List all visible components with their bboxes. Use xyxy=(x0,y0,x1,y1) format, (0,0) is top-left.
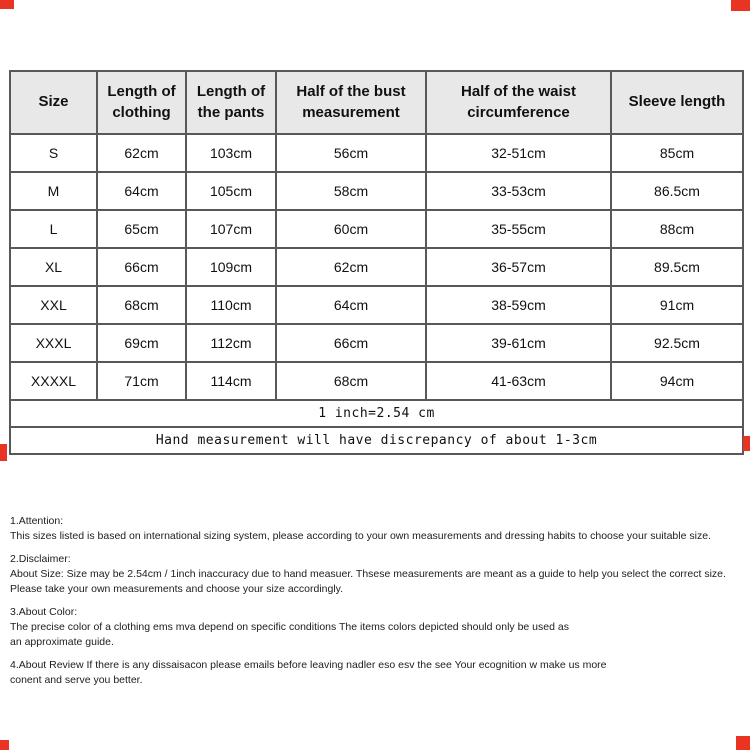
column-header-sleeve-length: Sleeve length xyxy=(611,71,743,134)
cell-size: XL xyxy=(10,248,97,286)
cell-clothing-length: 65cm xyxy=(97,210,186,248)
cell-clothing-length: 69cm xyxy=(97,324,186,362)
cell-size: XXXXL xyxy=(10,362,97,400)
cell-bust-half: 58cm xyxy=(276,172,426,210)
cell-pants-length: 107cm xyxy=(186,210,276,248)
note-text: conent and serve you better. xyxy=(10,674,143,686)
note-heading: 1.Attention: xyxy=(10,515,64,527)
cell-waist-half: 33-53cm xyxy=(426,172,611,210)
cell-sleeve-length: 88cm xyxy=(611,210,743,248)
table-row-s xyxy=(10,134,743,172)
column-header-size: Size xyxy=(10,71,97,134)
cell-sleeve-length: 91cm xyxy=(611,286,743,324)
cell-bust-half: 62cm xyxy=(276,248,426,286)
cell-bust-half: 64cm xyxy=(276,286,426,324)
note-text: The precise color of a clothing ems mva depend on specific conditions The items colors depicted should only be used as xyxy=(10,621,569,633)
column-header-clothing-length: Length of clothing xyxy=(97,71,186,134)
red-crop-mark-top-left xyxy=(0,0,14,9)
cell-size: XXL xyxy=(10,286,97,324)
cell-pants-length: 103cm xyxy=(186,134,276,172)
footnote-inch-conversion: 1 inch=2.54 cm xyxy=(10,400,743,427)
cell-bust-half: 68cm xyxy=(276,362,426,400)
notes-section xyxy=(10,514,746,696)
note-about-review xyxy=(10,658,746,688)
cell-clothing-length: 62cm xyxy=(97,134,186,172)
cell-pants-length: 110cm xyxy=(186,286,276,324)
cell-waist-half: 38-59cm xyxy=(426,286,611,324)
cell-size: L xyxy=(10,210,97,248)
cell-clothing-length: 71cm xyxy=(97,362,186,400)
cell-waist-half: 41-63cm xyxy=(426,362,611,400)
note-text: Please take your own measurements and choose your size accordingly. xyxy=(10,583,344,595)
footnote-hand-measurement: Hand measurement will have discrepancy of about 1-3cm xyxy=(10,427,743,454)
cell-clothing-length: 68cm xyxy=(97,286,186,324)
note-heading: 2.Disclaimer: xyxy=(10,553,71,565)
cell-clothing-length: 66cm xyxy=(97,248,186,286)
cell-sleeve-length: 86.5cm xyxy=(611,172,743,210)
note-about-color xyxy=(10,605,746,650)
cell-sleeve-length: 92.5cm xyxy=(611,324,743,362)
column-header-pants-length: Length of the pants xyxy=(186,71,276,134)
note-disclaimer xyxy=(10,552,746,597)
table-row-m xyxy=(10,172,743,210)
cell-pants-length: 109cm xyxy=(186,248,276,286)
cell-pants-length: 114cm xyxy=(186,362,276,400)
note-attention xyxy=(10,514,746,544)
cell-bust-half: 66cm xyxy=(276,324,426,362)
column-header-bust-half: Half of the bust measurement xyxy=(276,71,426,134)
size-chart-table xyxy=(9,70,744,455)
cell-waist-half: 35-55cm xyxy=(426,210,611,248)
cell-size: S xyxy=(10,134,97,172)
footnote-row-hand-measurement xyxy=(10,427,743,454)
cell-pants-length: 112cm xyxy=(186,324,276,362)
cell-waist-half: 36-57cm xyxy=(426,248,611,286)
table-row-xxxxl xyxy=(10,362,743,400)
cell-waist-half: 39-61cm xyxy=(426,324,611,362)
note-text: About Size: Size may be 2.54cm / 1inch inaccuracy due to hand measuer. Thsese measurements are meant as a guide to help you select the correct size. xyxy=(10,568,726,580)
cell-sleeve-length: 85cm xyxy=(611,134,743,172)
table-header-row xyxy=(10,71,743,134)
note-text: This sizes listed is based on international sizing system, please according to your own measurements and dressing habits to choose your suitable size. xyxy=(10,530,711,542)
cell-sleeve-length: 89.5cm xyxy=(611,248,743,286)
note-text: 4.About Review If there is any dissaisacon please emails before leaving nadler eso esv the see Your ecognition w make us more xyxy=(10,659,607,671)
cell-waist-half: 32-51cm xyxy=(426,134,611,172)
note-heading: 3.About Color: xyxy=(10,606,78,618)
table-row-xl xyxy=(10,248,743,286)
cell-bust-half: 60cm xyxy=(276,210,426,248)
table-row-xxl xyxy=(10,286,743,324)
cell-size: XXXL xyxy=(10,324,97,362)
table-row-l xyxy=(10,210,743,248)
column-header-waist-half: Half of the waist circumference xyxy=(426,71,611,134)
cell-sleeve-length: 94cm xyxy=(611,362,743,400)
red-crop-mark-right xyxy=(743,436,750,451)
cell-clothing-length: 64cm xyxy=(97,172,186,210)
red-crop-mark-top-right xyxy=(731,0,750,11)
cell-size: M xyxy=(10,172,97,210)
footnote-row-inch-conversion xyxy=(10,400,743,427)
red-crop-mark-bottom-left xyxy=(0,740,9,750)
cell-bust-half: 56cm xyxy=(276,134,426,172)
note-text: an approximate guide. xyxy=(10,636,114,648)
table-row-xxxl xyxy=(10,324,743,362)
red-crop-mark-bottom-right xyxy=(736,736,750,750)
cell-pants-length: 105cm xyxy=(186,172,276,210)
red-crop-mark-left xyxy=(0,444,7,461)
